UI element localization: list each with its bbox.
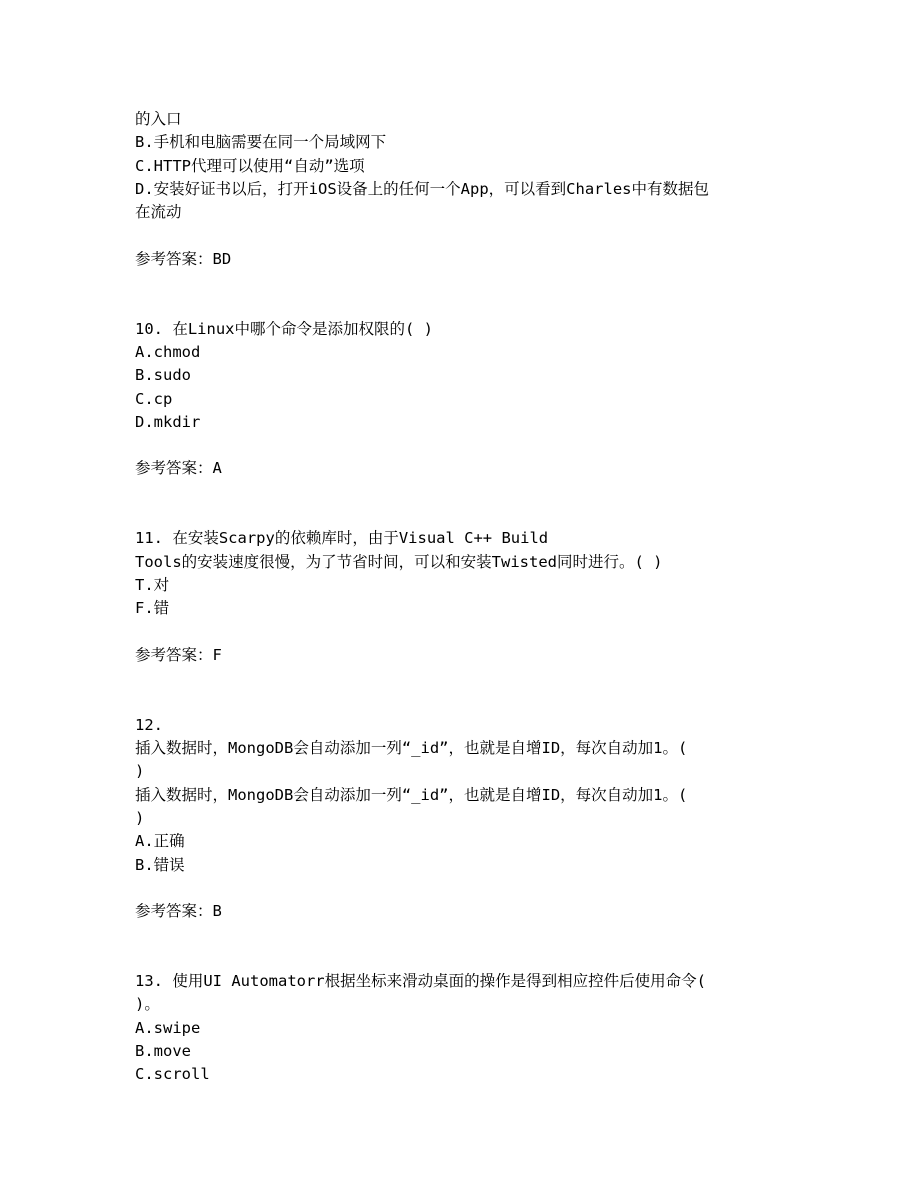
option-a: A.chmod (135, 342, 201, 361)
answer: 参考答案：B (135, 902, 222, 921)
question-13 (135, 970, 785, 1086)
question-text: 13. 使用UI Automatorr根据坐标来滑动桌面的操作是得到相应控件后使用命令( (135, 971, 706, 990)
question-text: 11. 在安装Scarpy的依赖库时，由于Visual C++ Build (135, 529, 549, 548)
option-f: F.错 (135, 599, 170, 618)
option-a: A.swipe (135, 1018, 201, 1037)
option-t: T.对 (135, 575, 170, 594)
question-9-continuation (135, 108, 785, 271)
answer: 参考答案：BD (135, 249, 232, 268)
question-text: 的入口 (135, 110, 182, 128)
question-10 (135, 318, 785, 481)
option-a: A.正确 (135, 832, 185, 851)
option-d-continued: 在流动 (135, 203, 182, 222)
document-page (135, 108, 785, 1086)
question-text-continued: ) (135, 762, 145, 781)
option-c: C.scroll (135, 1065, 210, 1084)
answer: 参考答案：F (135, 645, 222, 664)
question-text-continued: )。 (135, 995, 160, 1014)
question-11 (135, 527, 785, 667)
option-c: C.cp (135, 389, 173, 408)
question-text-continued: Tools的安装速度很慢，为了节省时间，可以和安装Twisted同时进行。( ) (135, 552, 663, 571)
option-b: B.错误 (135, 855, 185, 874)
option-c: C.HTTP代理可以使用“自动”选项 (135, 156, 365, 175)
question-text: 10. 在Linux中哪个命令是添加权限的( ) (135, 319, 433, 338)
question-number: 12. (135, 715, 163, 734)
option-b: B.手机和电脑需要在同一个局域网下 (135, 133, 387, 152)
option-b: B.move (135, 1041, 191, 1060)
option-d: D.安装好证书以后，打开iOS设备上的任何一个App，可以看到Charles中有数据包 (135, 179, 709, 198)
question-text: 插入数据时，MongoDB会自动添加一列“_id”，也就是自增ID，每次自动加1。( (135, 739, 688, 758)
question-text-repeat-continued: ) (135, 808, 145, 827)
option-b: B.sudo (135, 366, 191, 385)
answer: 参考答案：A (135, 459, 222, 478)
question-text-repeat: 插入数据时，MongoDB会自动添加一列“_id”，也就是自增ID，每次自动加1。( (135, 785, 688, 804)
option-d: D.mkdir (135, 412, 201, 431)
question-12 (135, 714, 785, 924)
